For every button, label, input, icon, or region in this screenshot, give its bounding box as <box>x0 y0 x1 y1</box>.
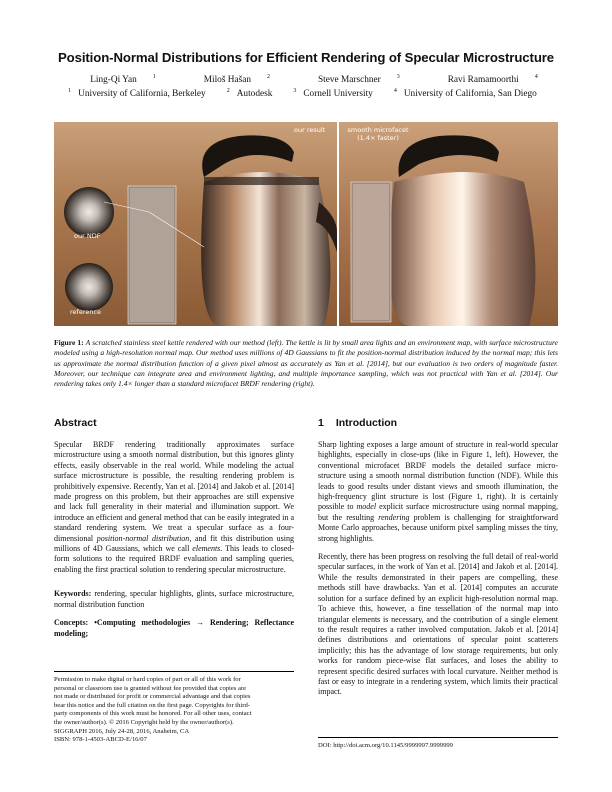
affiliation-4: $^4$ University of California, San Diego <box>393 87 537 99</box>
author-block <box>40 75 572 99</box>
author-3: Steve Marschner $^3$ <box>318 73 400 85</box>
abstract-heading: Abstract <box>54 417 97 429</box>
our-result-panel <box>54 122 337 326</box>
paper-title: Position-Normal Distributions for Efficient Rendering of Specular Microstructure <box>57 50 555 65</box>
affiliations <box>40 89 572 99</box>
label-our-result: our result <box>294 126 326 134</box>
affiliation-3: $^3$ Cornell University <box>293 87 373 99</box>
kettle-handle-left <box>202 135 294 177</box>
our-ndf-image <box>64 187 114 237</box>
teaser-figure <box>54 122 558 326</box>
caption-label: Figure 1: <box>54 338 84 347</box>
label-our-ndf: our NDF <box>74 232 101 240</box>
doi-footnote: DOI: http://doi.acm.org/10.1145/9999997.9999999 <box>318 737 558 749</box>
affiliation-2: $^2$ Autodesk <box>226 87 273 99</box>
right-column <box>318 417 558 706</box>
label-reference: reference <box>70 308 102 316</box>
left-column <box>54 417 294 647</box>
kettle-body-left <box>201 172 330 326</box>
kettle-render-left <box>54 122 337 326</box>
reference-ndf-image <box>65 263 113 311</box>
author-1: Ling-Qi Yan $^1$ <box>90 73 156 85</box>
smooth-microfacet-panel <box>339 122 558 326</box>
author-names <box>40 75 572 85</box>
kettle-handle-right <box>399 135 500 177</box>
kettle-render-right <box>339 122 558 326</box>
intro-heading: 1 Introduction <box>318 417 398 429</box>
intro-paragraph-2: Recently, there has been progress on resolving the full detail of real-world specular surfaces, in the work of Yan et al. [2014] and Jakob et al. [2014]. While the results demonstrated in their papers are compelling, these methods still have drawbacks. Yan et al. [2014] computes an accurate solution for a surface defined by an explicit high-resolution normal map. To achieve this, however, a fine tessellation of the normal map into triangular elements is necessary, and the contribution of a single element to the result requires a rather involved computation. Jakob et al. [2014] defines distributions and orientations of specular point scatterers implicitly; this has the advantage of low storage requirements, but only works for random piece-wise flat surfaces, and loses the ability to represent specific desired surfaces with local curvature. Neither method is fast or easy to integrate in a rendering system, which limits their practical impact. <box>318 552 558 697</box>
concepts: Concepts: •Computing methodologies → Rendering; Reflectance modeling; <box>54 618 294 638</box>
intro-paragraph-1: Sharp lighting exposes a large amount of structure in real-world specular highlights, especially in close-ups (like in Figure 1, left). However, the conventional microfacet BRDF models the detailed surface micro-structure using a smooth normal distribution function (NDF). While this leads to good results under distant views and smooth illumination, the high-frequency glint structure is lost (Figure 1, right). It is certainly possible to model explicit surface microstructure using normal mapping, but the resulting rendering problem is challenging for straightforward Monte Carlo approaches, because uniform pixel sampling misses the tiny, strong highlights. <box>318 440 558 543</box>
author-4: Ravi Ramamoorthi $^4$ <box>447 73 538 85</box>
keywords: Keywords: rendering, specular highlights, glints, surface microstructure, normal distribution function <box>54 589 295 609</box>
abstract-text: Specular BRDF rendering traditionally approximates surface microstructure using a smooth normal distribution, but this ignores glinty effects, easily observable in the real world. While modeling the actual surface microstructure is possible, the resulting rendering problem is prohibitively expensive. Recently, Yan et al. [2014] and Jakob et al. [2014] made progress on this problem, but their approaches are still expensive and lack full generality in their material and illumination support. We introduce an efficient and general method that can be easily integrated in a standard rendering system. We treat a specular surface as a four-dimensional position-normal distribution, and fit this distribution using millions of 4D Gaussians, which we call elements. This leads to closed-form solutions to the required BRDF evaluation and sampling queries, enabling the first practical solution to rendering specular microstructure. <box>54 440 294 574</box>
affiliation-1: $^1$ University of California, Berkeley <box>68 87 206 99</box>
figure-caption <box>54 338 558 389</box>
label-smooth-microfacet: smooth microfacet (1.4× faster) <box>347 126 409 142</box>
permission-notice: Permission to make digital or hard copies of part or all of this work for personal or classroom use is granted without fee provided that copies are not made or distributed for profit or commercial advantage and that copies bear this notice and the full citation on the first page. Copyrights for third- party components of this work must be honored. For all other uses, contact the owner/author(s). © 2016 Copyright held by the owner/author(s). SIGGRAPH 2016, July 24-28, 2016, Anaheim, CA ISBN: 978-1-4503-ABCD-E/16/07 <box>54 671 294 745</box>
kettle-body-right <box>389 172 535 326</box>
caption-text: A scratched stainless steel kettle rendered with our method (left). The kettle is lit by small area lights and an environment map, with surface microstructure modeled using a high-resolution normal map. Our method uses millions of 4D Gaussians to fit the position-normal distribution induced by the normal map; this lets us approximate the normal distribution function of a given pixel almost as accurately as Yan et al. [2014], but our evaluation is two orders of magnitude faster. Moreover, our technique can integrate area and environment lighting, and multiple importance sampling, which was not practical with Yan et al. [2014]. Our rendering takes only 1.4× longer than a standard microfacet BRDF rendering (right). <box>54 338 558 389</box>
author-2: Miloš Hašan $^2$ <box>203 73 270 85</box>
